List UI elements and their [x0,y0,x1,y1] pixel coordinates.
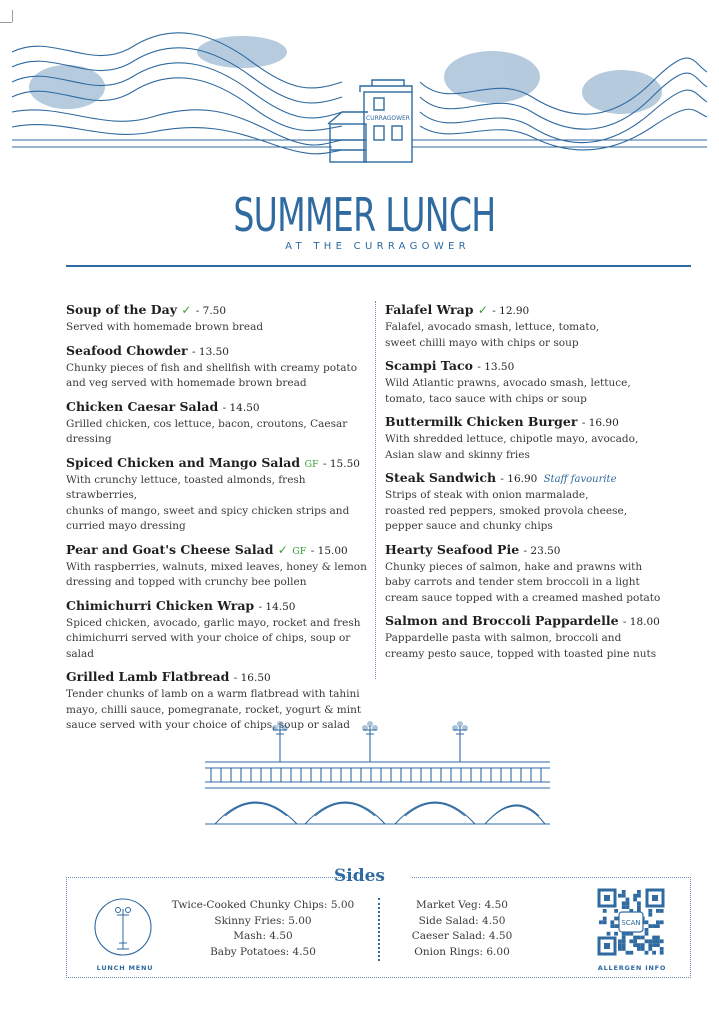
qr-cell [645,928,649,932]
menu-item-description: Falafel, avocado smash, lettuce, tomato, [385,321,600,333]
menu-item-heading [66,541,371,560]
qr-cell [660,909,664,913]
qr-cell [622,943,626,947]
qr-cell [660,947,664,951]
menu-item-description: Strips of steak with onion marmalade, [385,489,589,501]
menu-item-description: dressing and topped with crunchy bee pollen [66,576,307,588]
qr-cell [645,951,649,955]
menu-item-name: Pear and Goat's Cheese Salad [66,541,274,557]
menu-item-description: With raspberries, walnuts, mixed leaves, honey & lemon [66,560,367,573]
menu-item-name: Steak Sandwich [385,470,497,485]
menu-item [385,413,665,463]
menu-item [66,301,371,336]
menu-item [66,342,371,392]
qr-cell [622,901,626,905]
menu-item-heading [66,597,371,616]
side-item: Side Salad: 4.50 [418,914,506,927]
qr-cell [648,913,652,917]
qr-cell [633,936,637,940]
menu-item-name: Scampi Taco [385,358,473,373]
qr-cell [652,924,656,928]
menu-item-description: Asian slaw and skinny fries [385,448,530,461]
qr-cell [648,939,652,943]
qr-cell [618,943,622,947]
menu-item [66,398,371,448]
qr-cell [641,936,645,940]
qr-cell [599,920,603,924]
qr-scan-text: SCAN [621,919,641,927]
menu-item-heading [66,454,371,473]
allergen-qr-code[interactable] [597,888,665,956]
qr-cell [633,943,637,947]
qr-cell [652,936,656,940]
qr-cell [607,932,611,936]
menu-item-price: - 23.50 [523,544,561,557]
qr-cell [660,951,664,955]
menu-item-description: With shredded lettuce, chipotle mayo, avocado, [385,433,639,445]
qr-cell [603,909,607,913]
qr-cell [648,909,652,913]
qr-cell [641,943,645,947]
qr-cell [626,901,630,905]
menu-item-description: sweet chilli mayo with chips or soup [385,336,579,349]
menu-item-heading [385,612,665,631]
qr-cell [622,890,626,894]
column-divider [375,301,376,679]
qr-cell [622,894,626,898]
gluten-free-badge: GF [304,458,319,470]
menu-item-price: - 15.00 [310,544,348,557]
qr-cell [641,947,645,951]
menu-item-price: - 7.50 [195,305,227,317]
qr-cell [603,920,607,924]
qr-cell [618,894,622,898]
qr-cell [648,947,652,951]
qr-cell [622,936,626,940]
qr-cell [626,951,630,955]
menu-item-price: - 12.90 [492,305,530,317]
menu-item-heading [66,398,371,417]
menu-item [385,469,665,535]
menu-item-heading [385,413,665,432]
menu-item-heading [66,301,371,320]
side-item: Mash: 4.50 [233,930,293,943]
vegetarian-tick-icon: ✓ [477,303,488,317]
menu-item-description: pepper sauce and chunky chips [385,520,553,532]
menu-item-description: curried mayo dressing [66,520,186,532]
qr-cell [645,920,649,924]
qr-cell [637,901,641,905]
qr-cell [626,905,630,909]
menu-item-description: tomato, taco sauce with chips or soup [385,392,587,405]
qr-cell [660,939,664,943]
qr-cell [614,932,618,936]
qr-cell [656,943,660,947]
sides-divider [378,898,380,961]
menu-item-description: Pappardelle pasta with salmon, broccoli and [385,632,622,644]
menu-item-heading [385,541,665,560]
page-title: SUMMER LUNCH [233,188,496,242]
side-item: Twice-Cooked Chunky Chips: 5.00 [171,899,355,911]
qr-cell [656,936,660,940]
menu-item-description: sauce served with your choice of chips, soup or salad [66,719,350,731]
menu-item-description: baby carrots and tender stem broccoli in a light [385,576,640,588]
menu-item-heading [66,668,371,687]
menu-item-name: Soup of the Day [66,302,177,317]
qr-cell [656,924,660,928]
sides-list-left [163,898,363,961]
lunch-menu-label[interactable]: LUNCH MENU [96,964,154,972]
qr-cell [652,943,656,947]
sides-list-right [392,898,532,961]
menu-item-price: - 13.50 [192,345,229,358]
qr-cell [629,939,633,943]
qr-cell [637,905,641,909]
qr-cell [645,932,649,936]
qr-cell [618,947,622,951]
menu-item-description: Spiced chicken, avocado, garlic mayo, rocket and fresh [66,616,361,629]
qr-cell [626,898,630,902]
menu-item-name: Chimichurri Chicken Wrap [66,597,255,613]
menu-item-price: - 16.50 [233,672,271,684]
title-rule [66,265,691,267]
qr-cell [645,939,649,943]
qr-cell [656,909,660,913]
menu-item-name: Falafel Wrap [385,302,474,317]
qr-cell [648,943,652,947]
menu-item-price: - 16.90 [500,473,538,485]
menu-item [66,454,371,535]
menu-item-price: - 13.50 [477,361,515,373]
lunch-menu-logo[interactable] [90,897,156,957]
menu-item-description: creamy pesto sauce, topped with toasted pine nuts [385,647,657,660]
qr-cell [610,920,614,924]
qr-cell [629,951,633,955]
menu-item-description: With crunchy lettuce, toasted almonds, fresh strawberries, [66,473,306,501]
menu-item-name: Salmon and Broccoli Pappardelle [385,613,619,628]
menu-item-heading [66,342,371,361]
vegetarian-tick-icon: ✓ [181,303,192,317]
qr-cell [637,943,641,947]
menu-item-name: Hearty Seafood Pie [385,541,520,557]
bridge-illustration [205,720,550,828]
qr-cell [656,939,660,943]
menu-item-name: Grilled Lamb Flatbread [66,669,230,684]
qr-cell [618,939,622,943]
menu-item-heading [385,301,665,320]
qr-cell [656,920,660,924]
menu-item-description: Grilled chicken, cos lettuce, bacon, croutons, Caesar dressing [66,417,348,445]
crop-mark [0,22,12,23]
menu-item-name: Seafood Chowder [66,342,188,358]
qr-cell [648,924,652,928]
qr-cell [603,917,607,921]
menu-item-price: - 18.00 [622,616,660,628]
menu-item [385,301,665,351]
qr-cell [633,894,637,898]
qr-cell [622,939,626,943]
staff-favourite-note: Staff favourite [543,474,617,485]
side-item: Skinny Fries: 5.00 [214,914,312,927]
menu-item-description: Chunky pieces of fish and shellfish with creamy potato [66,361,358,374]
menu-item-description: mayo, chilli sauce, pomegranate, rocket, yogurt & mint [66,703,362,716]
sides-title: Sides [333,866,385,886]
menu-item-price: - 16.90 [581,417,619,429]
menu-item-description: Chunky pieces of salmon, hake and prawns with [385,560,643,573]
qr-cell [652,951,656,955]
menu-item-description: chimichurri served with your choice of chips, soup or salad [66,632,351,660]
building-sign: CURRAGOWER [366,115,410,122]
menu-item [385,612,665,662]
qr-cell [622,947,626,951]
side-item: Baby Potatoes: 4.50 [210,946,316,959]
menu-item-description: Tender chunks of lamb on a warm flatbread with tahini [66,688,360,700]
qr-cell [660,920,664,924]
qr-cell [622,905,626,909]
menu-item-description: Wild Atlantic prawns, avocado smash, lettuce, [385,377,631,389]
side-item: Onion Rings: 6.00 [414,946,510,959]
qr-cell [633,898,637,902]
qr-cell [610,924,614,928]
menu-column-right [385,301,665,668]
qr-cell [637,936,641,940]
allergen-info-label[interactable]: ALLERGEN INFO [597,964,667,972]
qr-cell [637,890,641,894]
menu-item-description: cream sauce topped with a creamed mashed potato [385,591,661,604]
gluten-free-badge: GF [292,545,307,557]
menu-item-name: Buttermilk Chicken Burger [385,414,578,429]
page-subtitle: AT THE CURRAGOWER [285,241,470,252]
vegetarian-tick-icon: ✓ [277,542,288,557]
qr-cell [637,947,641,951]
side-item: Market Veg: 4.50 [416,899,508,911]
qr-cell [614,909,618,913]
menu-item-price: - 15.50 [322,457,360,470]
side-item: Caeser Salad: 4.50 [411,930,513,943]
menu-item-heading [385,469,665,488]
menu-item [66,541,371,591]
qr-cell [637,894,641,898]
menu-item-name: Spiced Chicken and Mango Salad [66,454,301,470]
menu-item [66,597,371,663]
qr-cell [614,917,618,921]
menu-item-description: and veg served with homemade brown bread [66,377,307,389]
menu-item-description: Served with homemade brown bread [66,321,264,333]
menu-column-left [66,301,371,740]
menu-item-name: Chicken Caesar Salad [66,398,219,414]
menu-item-description: roasted red peppers, smoked provola cheese, [385,504,628,517]
menu-item-price: - 14.50 [222,401,260,414]
menu-item [385,357,665,407]
menu-item-price: - 14.50 [258,600,296,613]
header-wave-illustration [12,22,707,172]
qr-cell [614,924,618,928]
menu-item-description: chunks of mango, sweet and spicy chicken strips and [66,504,350,517]
qr-cell [652,939,656,943]
menu-item-heading [385,357,665,376]
menu-item [385,541,665,607]
qr-cell [633,939,637,943]
crop-mark [12,10,13,22]
